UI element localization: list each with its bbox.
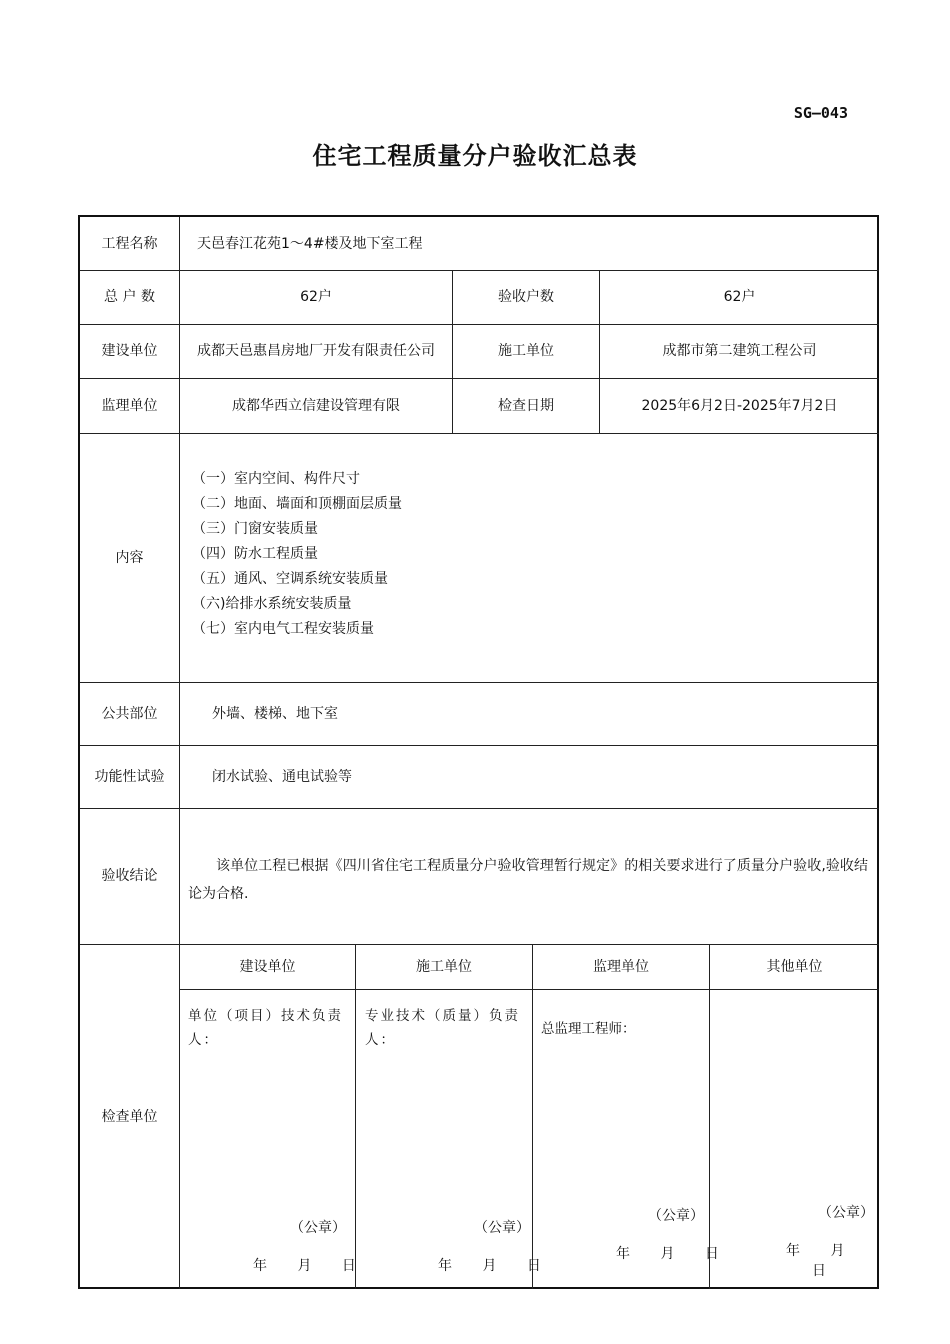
content-label: 内容: [115, 549, 144, 566]
date-year: 年: [253, 1258, 267, 1274]
inspection-date-label: 检查日期: [498, 397, 554, 414]
date-day: 日: [341, 1258, 356, 1274]
date-month: 月: [660, 1246, 675, 1262]
inspection-date-value: 2025年6月2日-2025年7月2日: [641, 397, 838, 414]
date-month: 月: [830, 1243, 845, 1259]
other-seal: （公章）: [818, 1205, 874, 1221]
form-code: SG—043: [793, 104, 848, 122]
inspection-units-label: 检查单位: [101, 1108, 158, 1125]
contractor-value: 成都市第二建筑工程公司: [662, 343, 817, 359]
builder-value: 成都天邑惠昌房地厂开发有限责任公司: [197, 343, 435, 359]
builder-seal: （公章）: [290, 1220, 346, 1236]
contractor-date: [438, 1255, 541, 1275]
date-year: 年: [438, 1258, 452, 1274]
content-item: （一）室内空间、构件尺寸: [192, 471, 360, 487]
builder-date: [253, 1255, 356, 1275]
date-year: 年: [786, 1243, 800, 1259]
content-item: （七）室内电气工程安装质量: [192, 621, 374, 637]
unit-header-contractor: 施工单位: [416, 958, 472, 975]
builder-label: 建设单位: [101, 343, 158, 359]
contractor-seal: （公章）: [474, 1220, 530, 1236]
total-units-value: 62户: [300, 289, 332, 305]
content-item: （五）通风、空调系统安装质量: [192, 571, 388, 587]
supervisor-label: 监理单位: [101, 397, 158, 414]
project-name-label: 工程名称: [101, 235, 158, 252]
content-item: （四）防水工程质量: [192, 546, 318, 562]
acceptance-summary-table: [78, 215, 879, 1289]
supervisor-value: 成都华西立信建设管理有限: [232, 397, 400, 414]
public-area-label: 公共部位: [101, 705, 158, 722]
content-list: [192, 467, 402, 642]
contractor-label: 施工单位: [498, 343, 554, 359]
function-test-label: 功能性试验: [94, 768, 165, 785]
contractor-signer-label: 专业技术（质量）负责人：: [365, 1008, 520, 1048]
date-day: 日: [704, 1246, 719, 1262]
other-date: [786, 1240, 877, 1280]
date-day: 日: [812, 1263, 826, 1279]
function-test-value: 闭水试验、通电试验等: [212, 768, 352, 785]
builder-signer-label: 单位（项目）技术负责人：: [188, 1008, 343, 1048]
supervisor-signer-label: 总监理工程师：: [541, 1021, 636, 1037]
date-day: 日: [526, 1258, 541, 1274]
unit-header-other: 其他单位: [766, 958, 823, 975]
date-month: 月: [482, 1258, 497, 1274]
public-area-value: 外墙、楼梯、地下室: [212, 705, 338, 722]
date-year: 年: [616, 1246, 630, 1262]
total-units-label: 总 户 数: [104, 289, 155, 305]
unit-header-builder: 建设单位: [239, 958, 296, 975]
accepted-units-label: 验收户数: [498, 289, 554, 305]
content-item: （三）门窗安装质量: [192, 521, 318, 537]
unit-header-supervisor: 监理单位: [593, 958, 649, 975]
conclusion-label: 验收结论: [101, 868, 158, 884]
accepted-units-value: 62户: [723, 289, 756, 305]
content-item: （六)给排水系统安装质量: [192, 596, 352, 612]
supervisor-seal: （公章）: [648, 1208, 704, 1224]
supervisor-date: [616, 1243, 719, 1263]
page-title: 住宅工程质量分户验收汇总表: [312, 142, 638, 170]
content-item: （二）地面、墙面和顶棚面层质量: [192, 496, 402, 512]
date-month: 月: [297, 1258, 312, 1274]
conclusion-text: 该单位工程已根据《四川省住宅工程质量分户验收管理暂行规定》的相关要求进行了质量分户验收,验收结论为合格.: [188, 858, 868, 902]
project-name-value: 天邑春江花苑1～4#楼及地下室工程: [197, 235, 423, 252]
